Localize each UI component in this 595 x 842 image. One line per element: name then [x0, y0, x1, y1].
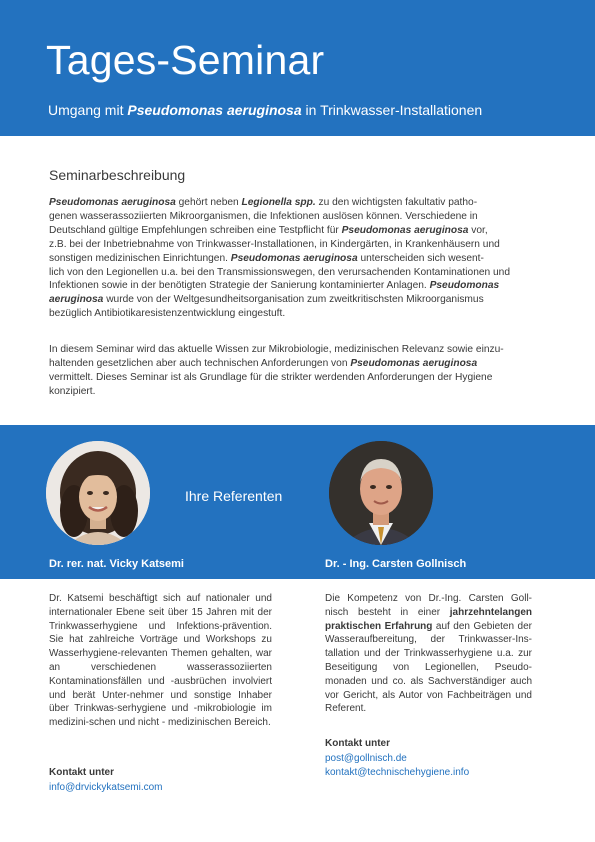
subtitle-organism: Pseudomonas aeruginosa — [127, 102, 302, 118]
paragraph-text: zu den wichtigsten fakultativ patho- — [315, 197, 478, 208]
organism-name: Pseudomonas — [429, 280, 500, 292]
paragraph-text: vermittelt. Dieses Seminar ist als Grundlage für die strikter werdenden Anforderungen der Hygiene — [49, 371, 493, 383]
description-paragraph-1 — [49, 196, 547, 321]
paragraph-text: genen wasserassoziierten Mikroorganismen, die Infektionen auslösen können. Verschiedene in — [49, 210, 478, 222]
speaker-2-name: Dr. - Ing. Carsten Gollnisch — [325, 558, 467, 570]
paragraph-text: Infektionen sowie in der benötigten Strategie der Sanierung kontaminierter Anlagen. — [49, 280, 430, 292]
paragraph-text: unterscheiden sich wesent- — [357, 252, 484, 264]
page-title: Tages-Seminar — [46, 37, 325, 83]
page-subtitle — [48, 103, 482, 117]
paragraph-text: sonstigen medizinischen Einrichtungen. — [49, 252, 231, 264]
organism-name: Pseudomonas aeruginosa — [341, 224, 469, 236]
description-paragraph-2 — [49, 343, 547, 399]
speaker-2-bio — [325, 592, 532, 716]
speaker-2-email-link[interactable]: post@gollnisch.de — [325, 753, 407, 764]
woman-portrait-photo — [46, 441, 150, 545]
paragraph-text: lich von den Legionellen u.a. bei den Transmissionswegen, den verursachenden Kontaminationen und — [49, 266, 511, 278]
speaker-2-contact-label: Kontakt unter — [325, 738, 390, 749]
speaker-1-contact-label: Kontakt unter — [49, 767, 114, 778]
header-banner — [0, 0, 595, 136]
section-heading: Seminarbeschreibung — [49, 167, 186, 183]
paragraph-text: bezüglich Antibiotikaresistenzentwicklung eingestuft. — [49, 308, 286, 320]
organism-name: Legionella spp. — [241, 197, 316, 208]
organism-name: Pseudomonas aeruginosa — [230, 252, 358, 264]
paragraph-text: vor, — [468, 224, 488, 236]
subtitle-prefix: Umgang mit — [48, 102, 128, 118]
speaker-1-bio — [49, 592, 272, 730]
speaker-1-email-link[interactable]: info@drvickykatsemi.com — [49, 782, 163, 793]
speaker-2-photo — [329, 441, 433, 545]
man-portrait-photo — [329, 441, 433, 545]
paragraph-text: wurde von der Weltgesundheitsorganisation zum zweitkritischsten Mikroorganismus — [103, 294, 484, 306]
paragraph-text: Die Kompetenz von Dr.-Ing. Carsten Goll-nisch besteht in einer — [325, 593, 532, 618]
organism-name: aeruginosa — [49, 294, 104, 306]
paragraph-text: Deutschland gültige Empfehlungen schreiben eine Testpflicht für — [49, 224, 342, 236]
paragraph-text: In diesem Seminar wird das aktuelle Wissen zur Mikrobiologie, medizinischen Relevanz sowie einzu- — [49, 344, 504, 355]
paragraph-text: auf den Gebieten der Wasseraufbereitung, der Trinkwasser-Ins-tallation und der Trinkwasserhygiene u.a. zur Beseitigung von Legionellen, Pseudo-monaden und co. als Sachverständiger auch vor Gericht, als Autor von Fachbeiträgen und Referent. — [325, 620, 532, 715]
organism-name: Pseudomonas aeruginosa — [49, 197, 176, 208]
paragraph-text: konzipiert. — [49, 385, 96, 397]
paragraph-text: Dr. Katsemi beschäftigt sich auf nationaler und internationaler Ebene seit über 15 Jahren mit der Trinkwasserhygiene und Infektions-prävention. Sie hat zahlreiche Vorträge und Workshops zu Wasserhygiene-relevanten Themen gehalten, war an verschiedenen wasserassoziierten Kontaminationsfällen und -ausbrüchen involviert und berät Unter-nehmer und sonstige Inhaber über Trinkwas-serhygiene und -mikrobiologie im medizini-schen und nicht - medizinischen Bereich. — [49, 593, 272, 729]
speaker-1-name: Dr. rer. nat. Vicky Katsemi — [49, 558, 184, 570]
speakers-label: Ihre Referenten — [185, 488, 283, 504]
organism-name: Pseudomonas aeruginosa — [350, 357, 478, 369]
speaker-2-email-link-2[interactable]: kontakt@technischehygiene.info — [325, 767, 470, 778]
emphasis-text: jahrzehntelangen praktischen Erfahrung — [325, 606, 532, 632]
speaker-1-photo — [46, 441, 150, 545]
paragraph-text: haltenden gesetzlichen aber auch technischen Anforderungen von — [49, 357, 351, 369]
paragraph-text: z.B. bei der Inbetriebnahme von Trinkwasser-Installationen, in Kindergärten, in Krankenhäusern und — [49, 238, 500, 250]
subtitle-suffix: in Trinkwasser-Installationen — [301, 102, 483, 118]
paragraph-text: gehört neben — [175, 197, 242, 208]
